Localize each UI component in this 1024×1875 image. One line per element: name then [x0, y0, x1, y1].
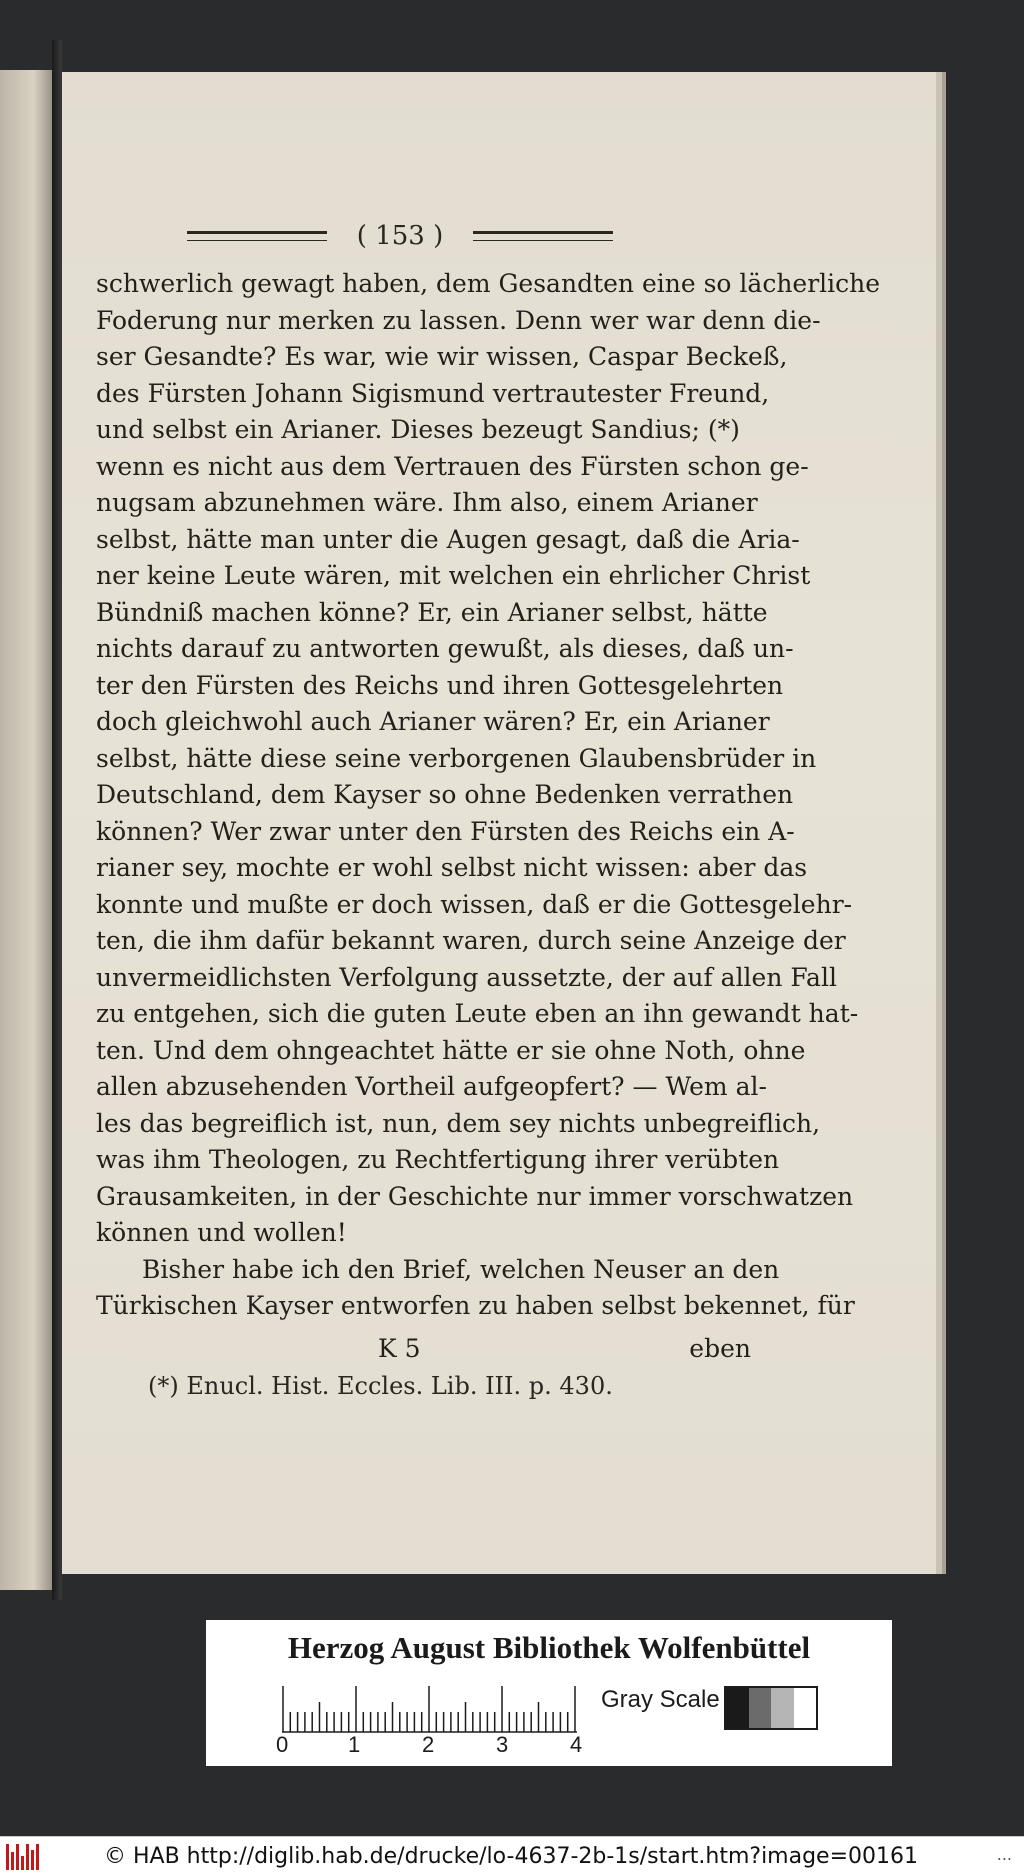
body-line: nugsam abzunehmen wäre. Ihm also, einem Arianer	[96, 488, 758, 517]
body-line: ser Gesandte? Es war, wie wir wissen, Caspar Beckeß,	[96, 342, 788, 371]
body-line: ten, die ihm dafür bekannt waren, durch seine Anzeige der	[96, 926, 846, 955]
body-line: Deutschland, dem Kayser so ohne Bedenken verrathen	[96, 780, 794, 809]
body-line: Türkischen Kayser entworfen zu haben selbst bekennet, für	[96, 1291, 855, 1320]
body-line: allen abzusehenden Vortheil aufgeopfert? — Wem al-	[96, 1072, 767, 1101]
body-line: und selbst ein Arianer. Dieses bezeugt Sandius; (*)	[96, 415, 740, 444]
ruler-label: 0	[276, 1732, 289, 1757]
signature-line	[96, 1334, 751, 1370]
signature-mark: K 5	[378, 1334, 421, 1363]
body-line: ten. Und dem ohngeachtet hätte er sie ohne Noth, ohne	[96, 1035, 806, 1065]
body-text	[96, 266, 881, 1325]
body-line: konnte und mußte er doch wissen, daß er die Gottesgelehr-	[96, 889, 853, 919]
library-name: Herzog August Bibliothek Wolfenbüttel	[287, 1630, 811, 1665]
header-rule-left	[187, 231, 327, 241]
header-rule-right	[473, 231, 613, 241]
facing-page-text-fragments	[6, 330, 16, 1330]
page-header	[120, 216, 680, 256]
body-line: können? Wer zwar unter den Fürsten des Reichs ein A-	[96, 816, 795, 846]
body-line: unvermeidlichsten Verfolgung aussetzte, der auf allen Fall	[96, 962, 837, 992]
body-line: wenn es nicht aus dem Vertrauen des Fürsten schon ge-	[96, 451, 809, 481]
body-line: selbst, hätte man unter die Augen gesagt, daß die Aria-	[96, 524, 800, 554]
ruler-label: 3	[496, 1732, 509, 1757]
body-line: Bisher habe ich den Brief, welchen Neuser an den	[142, 1254, 780, 1284]
gray-scale-label: Gray Scale	[601, 1686, 720, 1713]
facing-page-edge	[0, 70, 56, 1590]
body-line: doch gleichwohl auch Arianer wären? Er, ein Arianer	[96, 707, 770, 736]
book-spine-shadow	[52, 40, 62, 1600]
body-line: nichts darauf zu antworten gewußt, als dieses, daß un-	[96, 634, 794, 663]
ruler-label: 4	[570, 1732, 583, 1757]
footnote: (*) Enucl. Hist. Eccles. Lib. III. p. 430.	[148, 1372, 613, 1400]
body-line: selbst, hätte diese seine verborgenen Glaubensbrüder in	[96, 743, 817, 773]
hab-logo-icon	[6, 1842, 46, 1870]
color-calibration-card	[206, 1620, 892, 1766]
ruler-label: 1	[348, 1732, 361, 1757]
body-line: können und wollen!	[96, 1218, 347, 1247]
body-line: les das begreiflich ist, nun, dem sey nichts unbegreiflich,	[96, 1108, 821, 1138]
swatch-white	[794, 1688, 817, 1728]
source-url[interactable]: © HAB http://diglib.hab.de/drucke/lo-4637-2b-1s/start.htm?image=00161	[104, 1843, 919, 1869]
gray-scale-swatch	[724, 1686, 818, 1730]
body-line: ner keine Leute wären, mit welchen ein ehrlicher Christ	[96, 561, 811, 590]
page-number: ( 153 )	[356, 221, 444, 251]
body-line: des Fürsten Johann Sigismund vertrautester Freund,	[96, 378, 770, 408]
body-line: schwerlich gewagt haben, dem Gesandten eine so lächerliche	[96, 269, 881, 298]
body-line: Grausamkeiten, in der Geschichte nur immer vorschwatzen	[96, 1181, 854, 1211]
body-line: ter den Fürsten des Reichs und ihren Gottesgelehrten	[96, 670, 784, 700]
swatch-dark-gray	[749, 1688, 772, 1728]
body-line: rianer sey, mochte er wohl selbst nicht wissen: aber das	[96, 853, 808, 882]
swatch-light-gray	[771, 1688, 794, 1728]
ruler-scale	[282, 1684, 582, 1734]
swatch-black	[726, 1688, 749, 1728]
more-icon[interactable]: ...	[996, 1845, 1012, 1864]
body-line: zu entgehen, sich die guten Leute eben an ihn gewandt hat-	[96, 999, 859, 1028]
body-line: was ihm Theologen, zu Rechtfertigung ihrer verübten	[96, 1145, 780, 1174]
body-line: Foderung nur merken zu lassen. Denn wer war denn die-	[96, 305, 821, 335]
viewer-footer	[0, 1836, 1024, 1875]
catchword: eben	[689, 1334, 751, 1363]
ruler-label: 2	[422, 1732, 435, 1757]
body-line: Bündniß machen könne? Er, ein Arianer selbst, hätte	[96, 597, 768, 627]
